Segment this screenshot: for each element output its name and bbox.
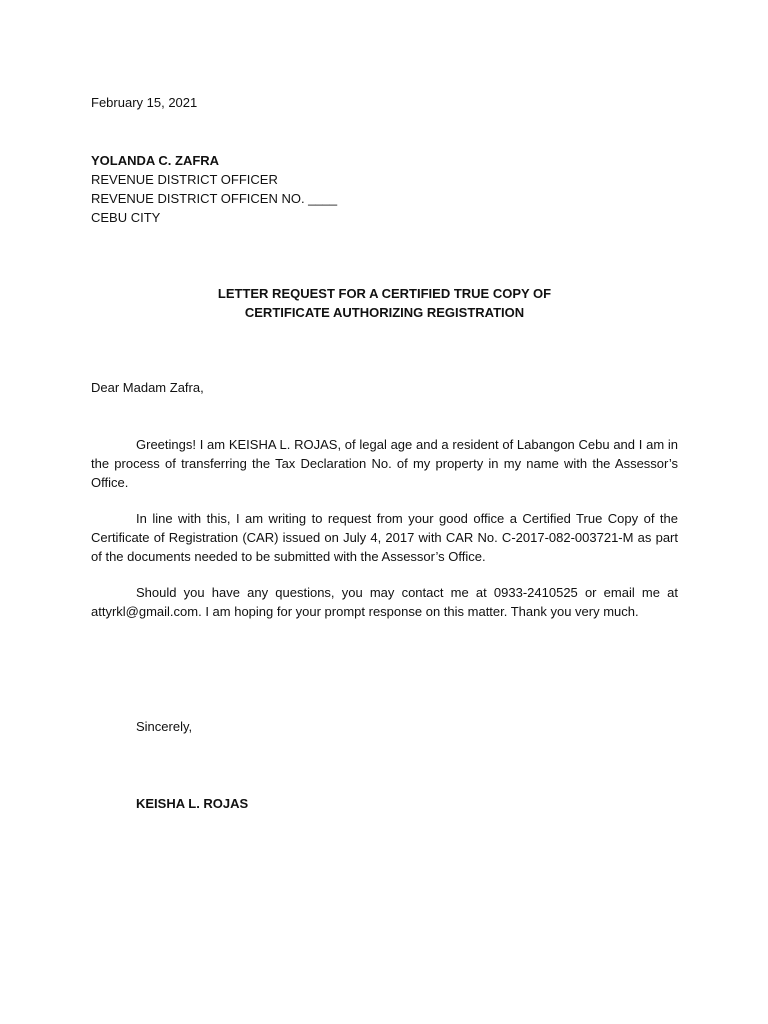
subject-line-1: LETTER REQUEST FOR A CERTIFIED TRUE COPY OF [217,286,552,301]
recipient-name: YOLANDA C. ZAFRA [91,153,220,168]
body-paragraph-1: Greetings! I am KEISHA L. ROJAS, of legal age and a resident of Labangon Cebu and I am in the process of transferring the Tax Declaration No. of my property in my name with the Assessor’s Office. [91,437,678,490]
closing: Sincerely, [136,719,193,734]
body-paragraph-3: Should you have any questions, you may contact me at 0933-2410525 or email me at attyrkl@gmail.com. I am hoping for your prompt response on this matter. Thank you very much. [91,585,678,619]
letter-body [91,435,678,638]
signature-name: KEISHA L. ROJAS [136,796,249,811]
subject-line-2: CERTIFICATE AUTHORIZING REGISTRATION [244,305,525,320]
recipient-office: REVENUE DISTRICT OFFICEN NO. ____ [91,191,338,206]
body-paragraph-2: In line with this, I am writing to request from your good office a Certified True Copy of the Certificate of Registration (CAR) issued on July 4, 2017 with CAR No. C-2017-082-003721-M as part of the documents needed to be submitted with the Assessor’s Office. [91,511,678,564]
recipient-block [91,151,337,227]
recipient-city: CEBU CITY [91,210,161,225]
salutation: Dear Madam Zafra, [91,380,204,395]
letter-subject [91,284,678,322]
letter-date: February 15, 2021 [91,95,198,110]
recipient-title: REVENUE DISTRICT OFFICER [91,172,278,187]
